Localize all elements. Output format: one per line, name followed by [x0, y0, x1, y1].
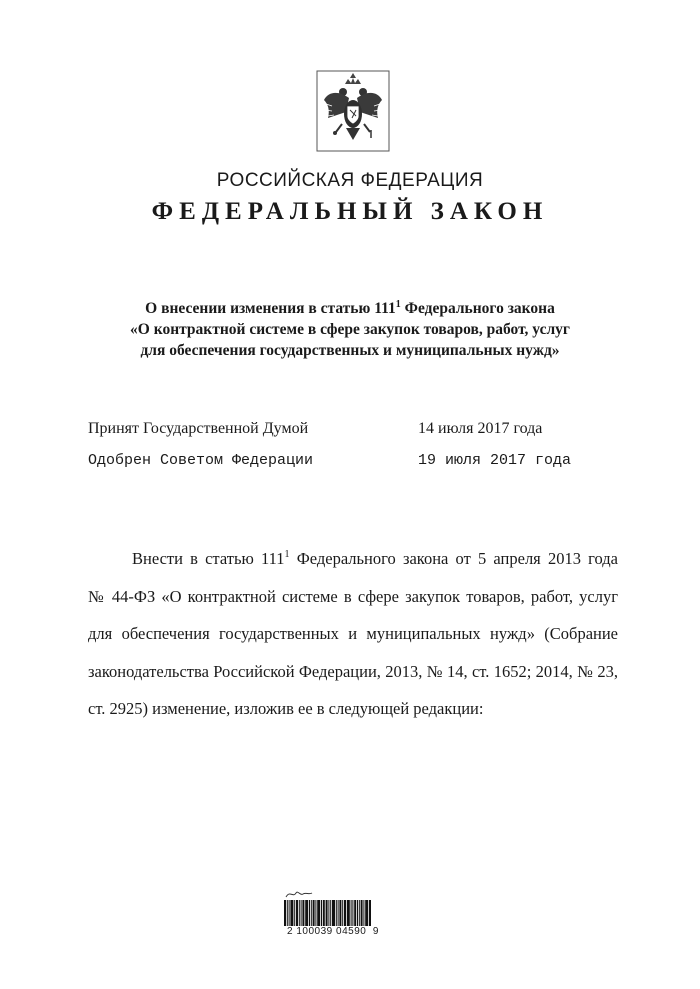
body-line-1-tail: Федерального закона от 5 апреля 2013 года	[289, 549, 618, 568]
barcode-bar	[311, 900, 312, 926]
law-title-superscript: 1	[395, 299, 401, 310]
law-title-line-2: «О контрактной системе в сфере закупок товаров, работ, услуг	[130, 321, 570, 338]
law-title-line-1-tail: Федерального закона	[400, 300, 555, 317]
barcode-icon	[284, 900, 384, 926]
handwritten-mark-icon	[284, 888, 314, 900]
barcode-bar	[315, 900, 316, 926]
barcode-bar	[284, 900, 286, 926]
duma-adoption-label: Принят Государственной Думой	[88, 420, 309, 437]
barcode-bar	[342, 900, 343, 926]
barcode-bar	[299, 900, 300, 926]
barcode-bar	[290, 900, 293, 926]
barcode-bar	[313, 900, 315, 926]
barcode-bar	[347, 900, 350, 926]
law-body-text	[88, 540, 618, 728]
barcode-bar	[289, 900, 290, 926]
law-title-line-3: для обеспечения государственных и муниципальных нужд»	[140, 342, 560, 359]
barcode-bar	[287, 900, 288, 926]
barcode-bar	[328, 900, 329, 926]
law-title	[70, 298, 630, 361]
barcode-bar	[336, 900, 337, 926]
barcode-bar	[339, 900, 341, 926]
country-name: РОССИЙСКАЯ ФЕДЕРАЦИЯ	[216, 170, 484, 191]
body-line-4: законодательства Российской Федерации, 2013, № 14, ст. 1652; 2014, № 23,	[88, 661, 618, 681]
document-type: ФЕДЕРАЛЬНЫЙ ЗАКОН	[151, 198, 549, 225]
barcode-bar	[326, 900, 328, 926]
barcode-bar	[351, 900, 352, 926]
barcode-bar	[365, 900, 368, 926]
barcode-bar	[309, 900, 310, 926]
barcode-bar	[359, 900, 360, 926]
law-title-line-1-main: О внесении изменения в статью 111	[145, 300, 396, 317]
barcode-bar	[344, 900, 346, 926]
barcode-bar	[330, 900, 331, 926]
body-line-1	[88, 540, 618, 578]
barcode-bar	[302, 900, 304, 926]
barcode-bar	[317, 900, 320, 926]
barcode-bar	[332, 900, 335, 926]
barcode-bar	[321, 900, 322, 926]
barcode-bar	[357, 900, 358, 926]
council-approval-date: 19 июля 2017 года	[418, 452, 572, 469]
barcode-bar	[363, 900, 364, 926]
council-approval-label: Одобрен Советом Федерации	[88, 452, 314, 469]
double-headed-eagle-icon	[316, 70, 390, 152]
duma-adoption-date: 14 июля 2017 года	[418, 420, 543, 437]
barcode-bar	[301, 900, 302, 926]
body-line-1-superscript: 1	[284, 549, 290, 560]
barcode-bar	[354, 900, 356, 926]
barcode-bar	[294, 900, 295, 926]
body-line-1-main: Внести в статью 111	[132, 549, 285, 568]
state-emblem	[316, 70, 390, 152]
barcode-bar	[296, 900, 298, 926]
barcode-number: 2 100039 04590 9	[287, 926, 379, 937]
barcode-bar	[369, 900, 371, 926]
law-title-line-1	[70, 298, 630, 319]
barcode-bar	[323, 900, 325, 926]
body-line-3: для обеспечения государственных и муниципальных нужд» (Собрание	[88, 624, 618, 643]
body-line-5: ст. 2925) изменение, изложив ее в следующей редакции:	[88, 699, 484, 718]
body-line-2: № 44-ФЗ «О контрактной системе в сфере закупок товаров, работ, услуг	[88, 586, 618, 606]
barcode-bar	[338, 900, 339, 926]
barcode-bar	[352, 900, 353, 926]
barcode-bar	[361, 900, 363, 926]
barcode-bar	[305, 900, 308, 926]
